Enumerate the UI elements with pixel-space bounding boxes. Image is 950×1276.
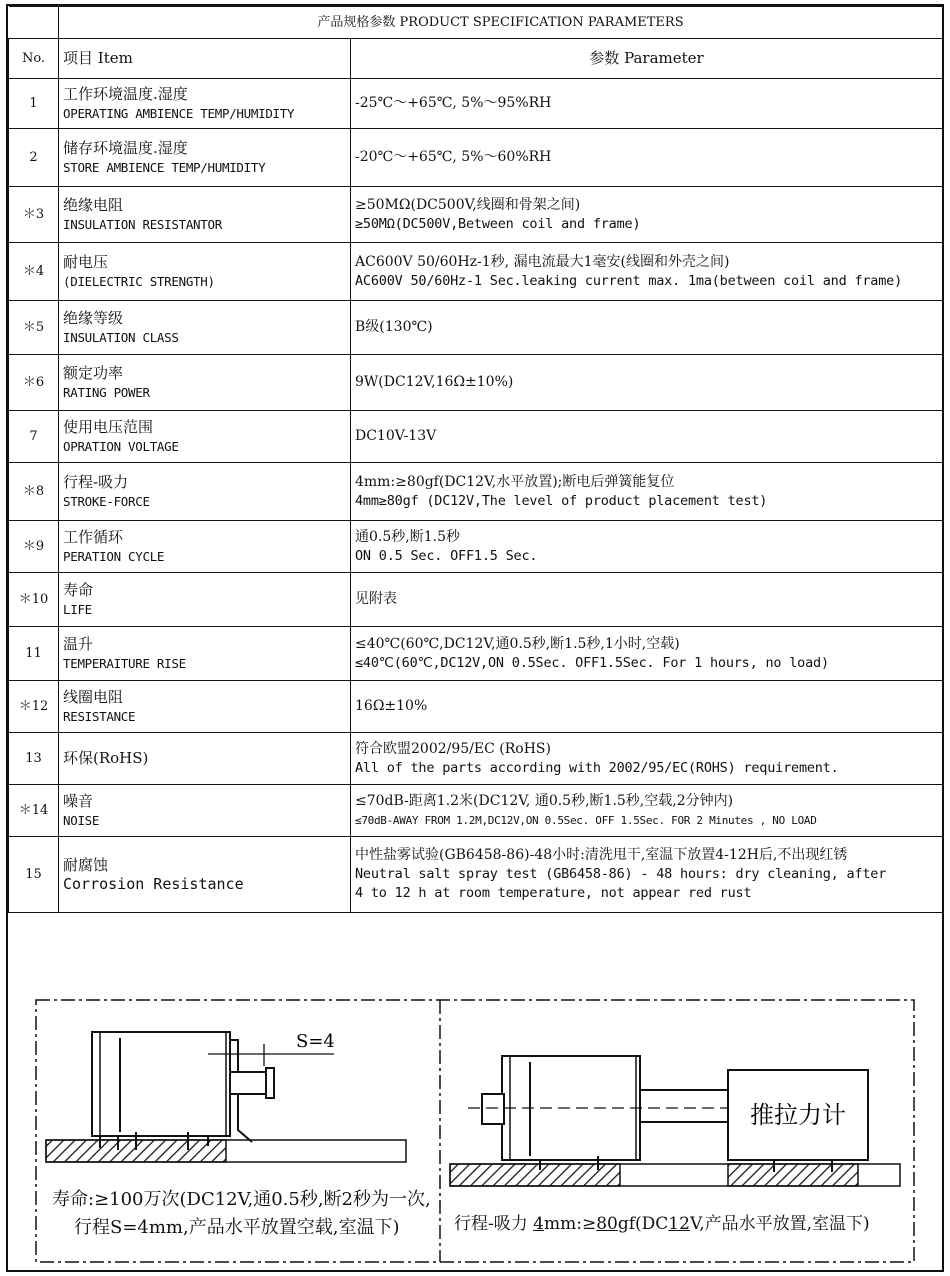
row-number: ＊5: [9, 301, 59, 355]
row-item: [59, 243, 351, 301]
item-en: INSULATION CLASS: [63, 329, 179, 345]
parameter-line: ≥50MΩ(DC500V,线圈和骨架之间): [355, 196, 581, 213]
item-en: INSULATION RESISTANTOR: [63, 216, 222, 232]
row-number: ＊6: [9, 355, 59, 411]
force-caption-mid1: mm:≥: [543, 1214, 597, 1234]
force-test-drawing: [450, 1056, 900, 1186]
parameter-line: B级(130℃): [355, 319, 433, 335]
item-zh: 寿命: [63, 580, 94, 599]
life-caption-line2: 行程S=4mm,产品水平放置空载,室温下): [74, 1217, 400, 1238]
row-number: 13: [9, 733, 59, 785]
row-parameter: [351, 785, 943, 837]
parameter-line: 16Ω±10%: [355, 698, 428, 714]
row-number: 11: [9, 627, 59, 681]
item-zh: 环保(RoHS): [63, 749, 149, 767]
item-zh: 绝缘等级: [63, 308, 124, 327]
row-item: [59, 521, 351, 573]
spec-row: [9, 411, 943, 463]
spec-row: [9, 837, 943, 913]
item-en: STROKE-FORCE: [63, 493, 150, 509]
item-en: STORE AMBIENCE TEMP/HUMIDITY: [63, 159, 266, 175]
spec-row: [9, 681, 943, 733]
row-item: [59, 785, 351, 837]
parameter-line: ON 0.5 Sec. OFF1.5 Sec.: [355, 547, 538, 564]
spec-row: [9, 463, 943, 521]
row-item: [59, 301, 351, 355]
spec-row: [9, 79, 943, 129]
row-parameter: [351, 521, 943, 573]
stroke-label: S=4: [296, 1031, 335, 1052]
row-parameter: [351, 187, 943, 243]
spec-table: [8, 6, 943, 913]
item-zh: 使用电压范围: [63, 417, 154, 436]
row-item: [59, 733, 351, 785]
item-en: RATING POWER: [63, 384, 150, 400]
item-zh: 耐电压: [63, 252, 109, 271]
row-number: ＊4: [9, 243, 59, 301]
parameter-line: 4 to 12 h at room temperature, not appear red rust: [355, 885, 752, 901]
spec-sheet: [6, 4, 944, 1272]
force-caption-mid2: gf(DC: [617, 1214, 669, 1234]
row-parameter: [351, 301, 943, 355]
table-title: 产品规格参数 PRODUCT SPECIFICATION PARAMETERS: [59, 7, 943, 39]
parameter-line: -20℃～+65℃, 5%～60%RH: [355, 149, 552, 165]
row-number: ＊8: [9, 463, 59, 521]
title-row: [9, 7, 943, 39]
item-en: LIFE: [63, 601, 92, 617]
force-caption-post: V,产品水平放置,室温下): [689, 1214, 870, 1234]
item-en: OPERATING AMBIENCE TEMP/HUMIDITY: [63, 105, 295, 121]
force-caption-pre: 行程-吸力: [454, 1214, 534, 1234]
spec-row: [9, 129, 943, 187]
row-number: 7: [9, 411, 59, 463]
row-item: [59, 627, 351, 681]
row-item: [59, 463, 351, 521]
item-en: PERATION CYCLE: [63, 548, 165, 564]
row-number: ＊9: [9, 521, 59, 573]
row-number: ＊3: [9, 187, 59, 243]
parameter-line: Neutral salt spray test (GB6458-86) - 48 hours: dry cleaning, after: [355, 866, 887, 882]
parameter-line: 通0.5秒,断1.5秒: [355, 528, 460, 545]
item-en: RESISTANCE: [63, 708, 136, 724]
spec-row: [9, 187, 943, 243]
row-parameter: [351, 627, 943, 681]
row-parameter: [351, 79, 943, 129]
item-zh: 工作环境温度.湿度: [63, 84, 188, 103]
header-item: 项目 Item: [59, 39, 351, 79]
item-zh: 温升: [63, 634, 94, 653]
parameter-line: ≤70dB-AWAY FROM 1.2M,DC12V,ON 0.5Sec. OFF 1.5Sec. FOR 2 Minutes , NO LOAD: [355, 813, 817, 827]
spec-row: [9, 627, 943, 681]
parameter-line: 见附表: [355, 591, 397, 607]
item-zh: 噪音: [63, 791, 94, 810]
header-parameter: 参数 Parameter: [351, 39, 943, 79]
row-number: ＊14: [9, 785, 59, 837]
row-item: [59, 573, 351, 627]
row-item: [59, 79, 351, 129]
row-item: [59, 129, 351, 187]
item-zh: 耐腐蚀: [63, 855, 109, 874]
parameter-line: DC10V-13V: [355, 428, 437, 444]
parameter-line: ≤40℃(60℃,DC12V,通0.5秒,断1.5秒,1小时,空载): [355, 635, 680, 652]
parameter-line: 4mm≥80gf (DC12V,The level of product placement test): [355, 492, 768, 509]
force-caption: [454, 1210, 870, 1238]
parameter-line: 4mm:≥80gf(DC12V,水平放置);断电后弹簧能复位: [355, 473, 675, 490]
parameter-line: All of the parts according with 2002/95/EC(ROHS) requirement.: [355, 759, 839, 776]
parameter-line: ≤40℃(60℃,DC12V,ON 0.5Sec. OFF1.5Sec. For 1 hours, no load): [355, 654, 829, 671]
spec-row: [9, 301, 943, 355]
item-en: TEMPERAITURE RISE: [63, 655, 186, 671]
row-item: [59, 681, 351, 733]
force-gauge-label: 推拉力计: [750, 1101, 846, 1129]
item-zh: 工作循环: [63, 527, 124, 546]
force-caption-voltage: 12: [668, 1214, 690, 1234]
row-number: ＊10: [9, 573, 59, 627]
item-en: (DIELECTRIC STRENGTH): [63, 273, 215, 289]
item-en: OPRATION VOLTAGE: [63, 438, 179, 454]
row-item: [59, 411, 351, 463]
row-parameter: [351, 129, 943, 187]
row-parameter: [351, 573, 943, 627]
parameter-line: AC600V 50/60Hz-1秒, 漏电流最大1毫安(线圈和外壳之间): [355, 253, 730, 270]
item-en: Corrosion Resistance: [63, 874, 244, 893]
parameter-line: ≤70dB-距离1.2米(DC12V, 通0.5秒,断1.5秒,空载,2分钟内): [355, 792, 734, 809]
row-parameter: [351, 355, 943, 411]
row-parameter: [351, 733, 943, 785]
parameter-line: 9W(DC12V,16Ω±10%): [355, 374, 514, 390]
life-caption-line1: 寿命:≥100万次(DC12V,通0.5秒,断2秒为一次,: [52, 1189, 431, 1210]
spec-row: [9, 573, 943, 627]
row-item: [59, 187, 351, 243]
row-number: 2: [9, 129, 59, 187]
header-row: [9, 39, 943, 79]
item-zh: 线圈电阻: [63, 687, 124, 706]
spec-row: [9, 521, 943, 573]
row-parameter: [351, 463, 943, 521]
row-item: [59, 837, 351, 913]
item-zh: 绝缘电阻: [63, 195, 124, 214]
spec-row: [9, 243, 943, 301]
row-parameter: [351, 243, 943, 301]
row-item: [59, 355, 351, 411]
spec-row: [9, 785, 943, 837]
header-no: No.: [9, 39, 59, 79]
parameter-line: -25℃～+65℃, 5%～95%RH: [355, 95, 552, 111]
row-parameter: [351, 681, 943, 733]
row-number: ＊12: [9, 681, 59, 733]
life-test-drawing: [46, 1031, 406, 1162]
row-number: 15: [9, 837, 59, 913]
row-parameter: [351, 837, 943, 913]
force-caption-stroke: 4: [533, 1214, 544, 1234]
parameter-line: 符合欧盟2002/95/EC (RoHS): [355, 740, 551, 757]
item-en: NOISE: [63, 812, 100, 828]
item-zh: 额定功率: [63, 363, 124, 382]
item-zh: 储存环境温度.湿度: [63, 138, 188, 157]
row-number: 1: [9, 79, 59, 129]
row-parameter: [351, 411, 943, 463]
parameter-line: 中性盐雾试验(GB6458-86)-48小时:清洗甩干,室温下放置4-12H后,不出现红锈: [355, 847, 848, 863]
spec-row: [9, 355, 943, 411]
item-zh: 行程-吸力: [63, 472, 129, 491]
spec-row: [9, 733, 943, 785]
force-caption-force: 80: [596, 1214, 618, 1234]
parameter-line: AC600V 50/60Hz-1 Sec.leaking current max. 1ma(between coil and frame): [355, 272, 903, 289]
parameter-line: ≥50MΩ(DC500V,Between coil and frame): [355, 215, 641, 232]
